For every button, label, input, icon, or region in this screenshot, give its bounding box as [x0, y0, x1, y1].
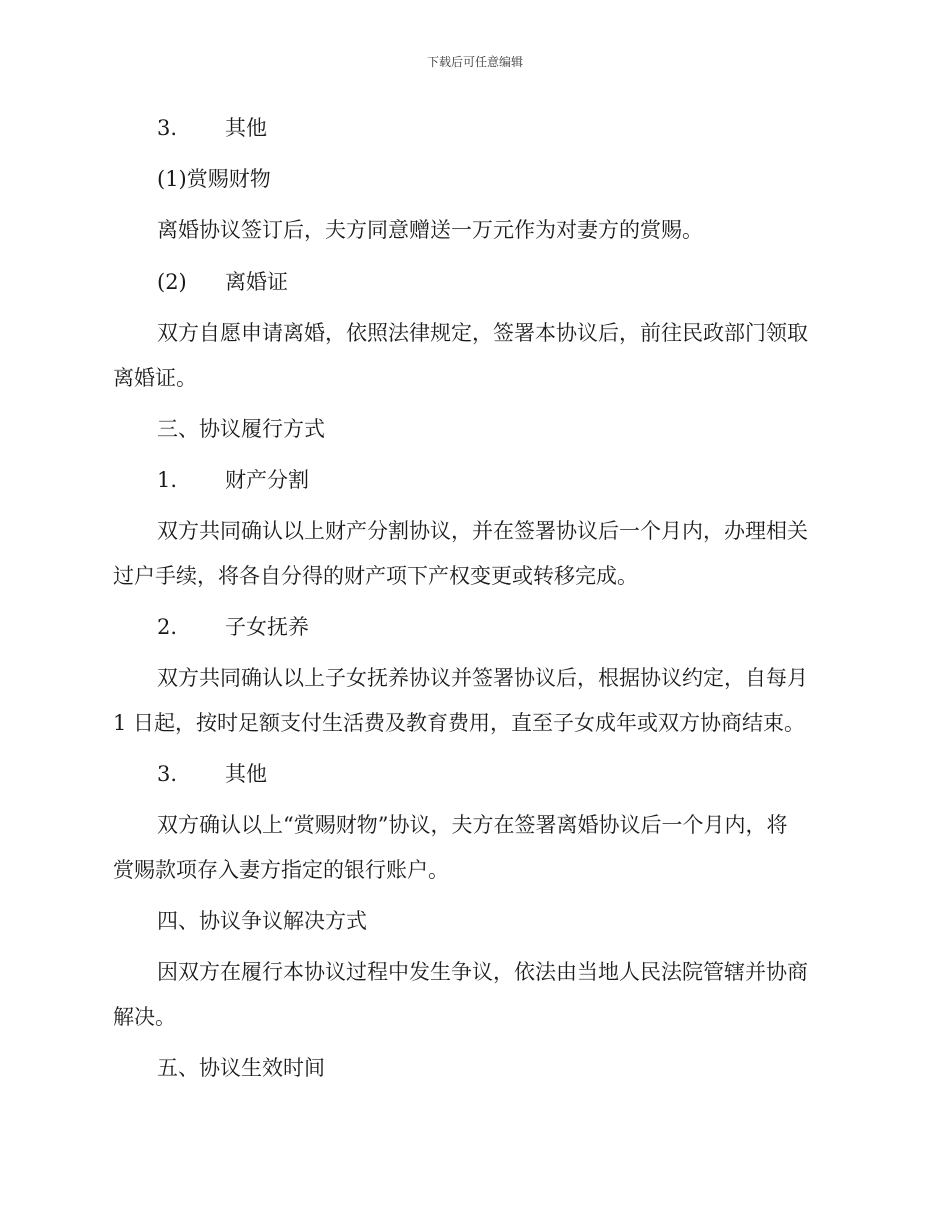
item-number: 3.: [157, 116, 178, 140]
item-label: 离婚证: [225, 270, 288, 294]
section-four-heading: 四、协议争议解决方式: [157, 909, 367, 933]
item-label: 财产分割: [225, 468, 309, 492]
section-three-heading: 三、协议履行方式: [157, 417, 325, 441]
divorce-certificate-paragraph-line2: 离婚证。: [113, 366, 197, 390]
child-support-heading: [157, 611, 309, 643]
reward-property-paragraph: 离婚协议签订后，夫方同意赠送一万元作为对妻方的赏赐。: [157, 218, 703, 242]
reward-property-heading: (1)赏赐财物: [157, 167, 271, 191]
item-number: 2.: [157, 615, 178, 639]
item-label: 其他: [225, 762, 267, 786]
other-matters-paragraph-line1: 双方确认以上“赏赐财物”协议，夫方在签署离婚协议后一个月内，将: [157, 813, 788, 837]
item-number: 1.: [157, 468, 178, 492]
dispute-resolution-paragraph-line2: 解决。: [113, 1005, 176, 1029]
child-support-paragraph-line1: 双方共同确认以上子女抚养协议并签署协议后，根据协议约定，自每月: [157, 666, 808, 690]
property-division-paragraph-line1: 双方共同确认以上财产分割协议，并在签署协议后一个月内，办理相关: [157, 519, 808, 543]
item-number: 3.: [157, 762, 178, 786]
item-label: 其他: [225, 116, 267, 140]
dispute-resolution-paragraph-line1: 因双方在履行本协议过程中发生争议，依法由当地人民法院管辖并协商: [157, 960, 808, 984]
other-matters-heading: [157, 758, 267, 790]
other-matters-paragraph-line2: 赏赐款项存入妻方指定的银行账户。: [113, 858, 449, 882]
divorce-certificate-paragraph-line1: 双方自愿申请离婚，依照法律规定，签署本协议后，前往民政部门领取: [157, 321, 808, 345]
item-number: (2): [157, 270, 187, 294]
page-header: 下载后可任意编辑: [426, 55, 523, 69]
property-division-heading: [157, 464, 309, 496]
item-label: 子女抚养: [225, 615, 309, 639]
child-support-paragraph-line2: 1 日起，按时足额支付生活费及教育费用，直至子女成年或双方协商结束。: [113, 711, 806, 735]
divorce-certificate-heading: [157, 266, 288, 298]
section-five-heading: 五、协议生效时间: [157, 1056, 325, 1080]
subsection-other-heading: [157, 112, 267, 144]
property-division-paragraph-line2: 过户手续，将各自分得的财产项下产权变更或转移完成。: [113, 564, 638, 588]
